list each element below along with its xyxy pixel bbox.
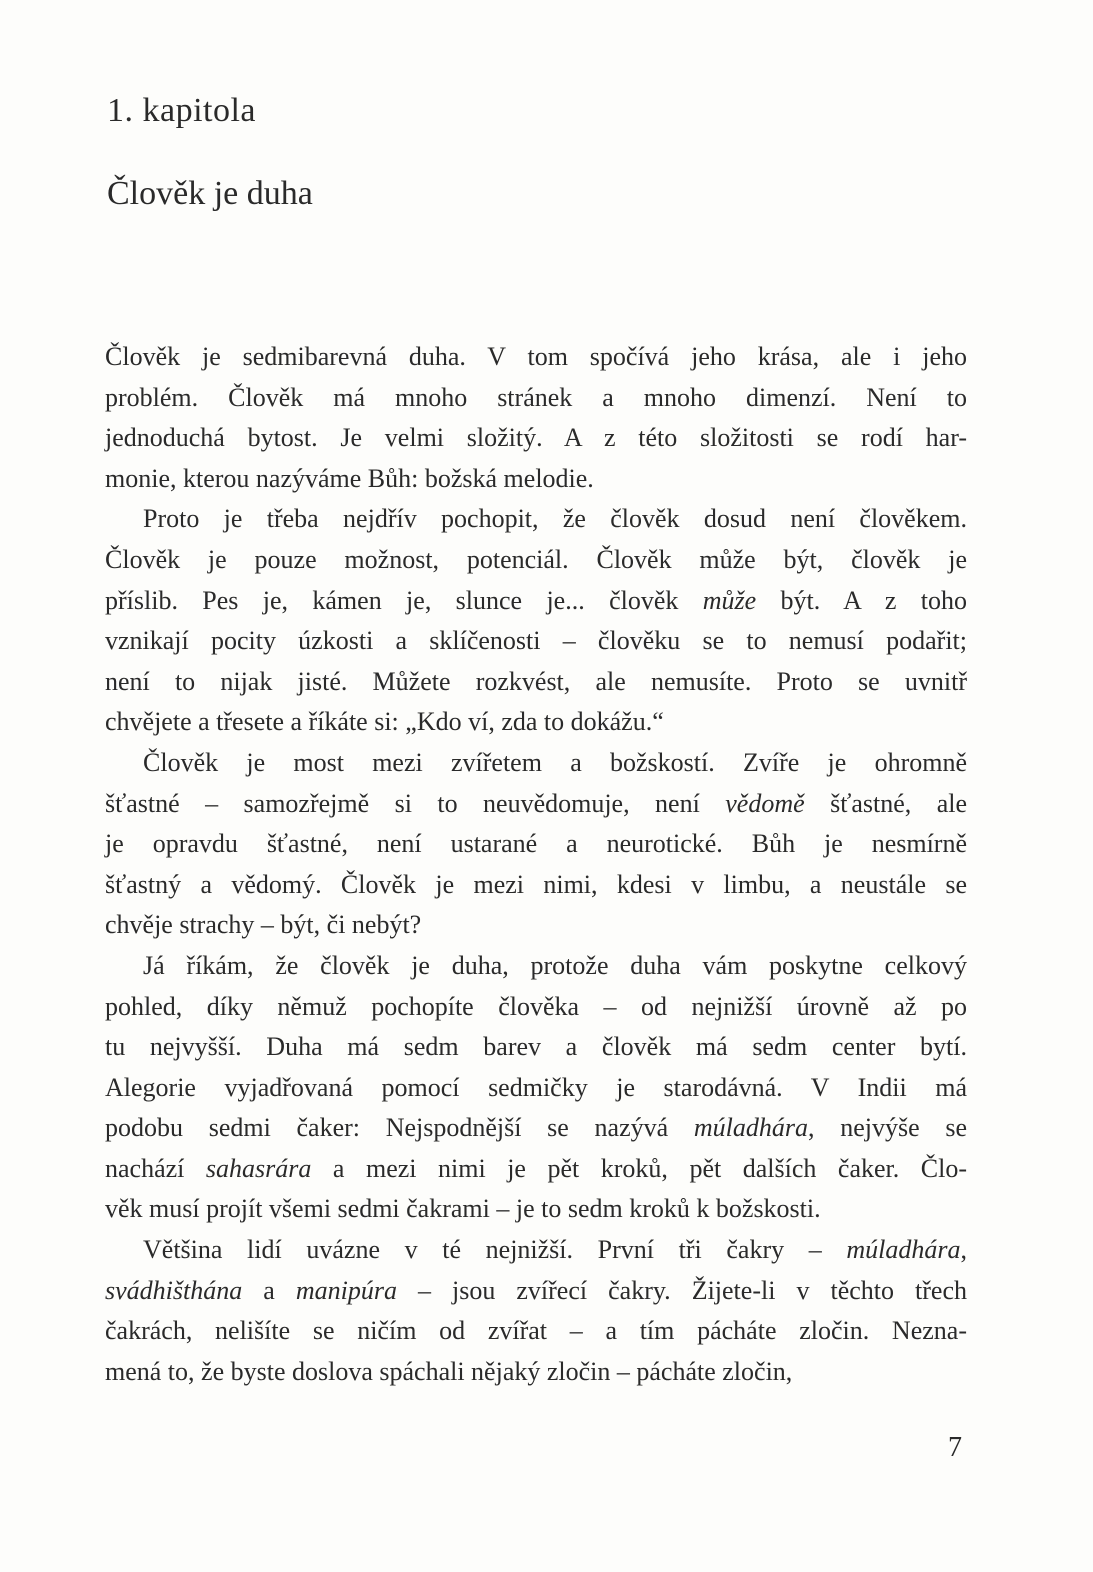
text-segment: vznikají pocity úzkosti a sklíčenosti – člověku se to nemusí podařit; (105, 626, 967, 656)
text-segment: a mezi nimi je pět kroků, pět dalších čaker. Člo- (311, 1153, 967, 1183)
paragraph (105, 946, 967, 1230)
text-segment: je opravdu šťastné, není ustarané a neurotické. Bůh je nesmírně (105, 829, 967, 859)
text-line (105, 905, 967, 946)
text-line (105, 378, 967, 419)
text-segment: Člověk je pouze možnost, potenciál. Člověk může být, člověk je (105, 544, 967, 574)
text-segment: Člověk je most mezi zvířetem a božskostí. Zvíře je ohromně (143, 747, 967, 777)
text-segment: příslib. Pes je, kámen je, slunce je... člověk (105, 585, 703, 615)
paragraph (105, 743, 967, 946)
text-segment: jednoduchá bytost. Je velmi složitý. A z této složitosti se rodí har- (105, 423, 967, 453)
text-segment: problém. Člověk má mnoho stránek a mnoho dimenzí. Není to (105, 382, 967, 412)
text-line (105, 1271, 967, 1312)
text-line (105, 743, 967, 784)
text-segment: Člověk je sedmibarevná duha. V tom spočívá jeho krása, ale i jeho (105, 342, 967, 371)
italic-term: sahasrára (205, 1153, 312, 1183)
chapter-label: 1. kapitola (107, 92, 257, 129)
text-line (105, 1189, 967, 1230)
text-line (105, 946, 967, 987)
text-segment: není to nijak jisté. Můžete rozkvést, ale nemusíte. Proto se uvnitř (105, 666, 967, 696)
text-line (105, 824, 967, 865)
text-line (105, 865, 967, 906)
text-line (105, 1108, 967, 1149)
text-segment: – jsou zvířecí čakry. Žijete-li v těchto třech (396, 1275, 967, 1305)
paragraph (105, 499, 967, 743)
text-segment: pohled, díky němuž pochopíte člověka – od nejnižší úrovně až po (105, 991, 967, 1021)
text-segment: a (242, 1275, 296, 1305)
text-line (105, 1068, 967, 1109)
italic-term: může (702, 585, 757, 615)
text-line (105, 1230, 967, 1271)
text-line (105, 499, 967, 540)
body-text (105, 337, 967, 1392)
text-segment: Alegorie vyjadřovaná pomocí sedmičky je starodávná. V Indii má (105, 1072, 967, 1102)
paragraph (105, 1230, 967, 1392)
text-line (105, 418, 967, 459)
text-segment: tu nejvyšší. Duha má sedm barev a člověk má sedm center bytí. (105, 1032, 967, 1062)
text-line (105, 1352, 967, 1393)
text-line (105, 784, 967, 825)
text-segment: šťastné, ale (804, 788, 968, 818)
text-line (105, 581, 967, 622)
text-segment: šťastné – samozřejmě si to neuvědomuje, není (105, 788, 726, 818)
text-line (105, 1027, 967, 1068)
chapter-title: Člověk je duha (107, 175, 313, 212)
text-segment: Já říkám, že člověk je duha, protože duha vám poskytne celkový (143, 950, 967, 980)
italic-term: vědomě (725, 788, 805, 818)
paragraph (105, 337, 967, 499)
text-segment: monie, kterou nazýváme Bůh: božská melodie. (105, 463, 594, 493)
text-segment: chvěje strachy – být, či nebýt? (105, 910, 422, 940)
text-line (105, 1149, 967, 1190)
page-number: 7 (948, 1432, 962, 1463)
text-line (105, 702, 967, 743)
text-line (105, 1311, 967, 1352)
text-line (105, 459, 967, 500)
italic-term: múladhára (693, 1113, 808, 1143)
text-line (105, 540, 967, 581)
text-line (105, 337, 967, 378)
text-segment: , nejvýše se (808, 1113, 967, 1143)
italic-term: svádhišthána (105, 1275, 243, 1305)
text-segment: chvějete a třesete a říkáte si: „Kdo ví, zda to dokážu.“ (105, 707, 664, 737)
text-segment: Většina lidí uvázne v té nejnižší. První tři čakry – (143, 1235, 847, 1265)
text-line (105, 987, 967, 1028)
text-line (105, 662, 967, 703)
text-segment: , (960, 1235, 967, 1265)
text-segment: šťastný a vědomý. Člověk je mezi nimi, kdesi v limbu, a neustále se (105, 869, 967, 899)
text-segment: čakrách, nelišíte se ničím od zvířat – a tím pácháte zločin. Nezna- (105, 1316, 967, 1346)
text-segment: Proto je třeba nejdřív pochopit, že člověk dosud není člověkem. (143, 504, 967, 534)
text-segment: podobu sedmi čaker: Nejspodnější se nazývá (105, 1113, 694, 1143)
italic-term: manipúra (295, 1275, 397, 1305)
italic-term: múladhára (846, 1235, 961, 1265)
text-segment: být. A z toho (756, 585, 967, 615)
text-segment: nachází (105, 1153, 206, 1183)
text-segment: mená to, že byste doslova spáchali nějaký zločin – pácháte zločin, (105, 1356, 793, 1386)
text-segment: věk musí projít všemi sedmi čakrami – je to sedm kroků k božskosti. (105, 1194, 821, 1224)
text-line (105, 621, 967, 662)
